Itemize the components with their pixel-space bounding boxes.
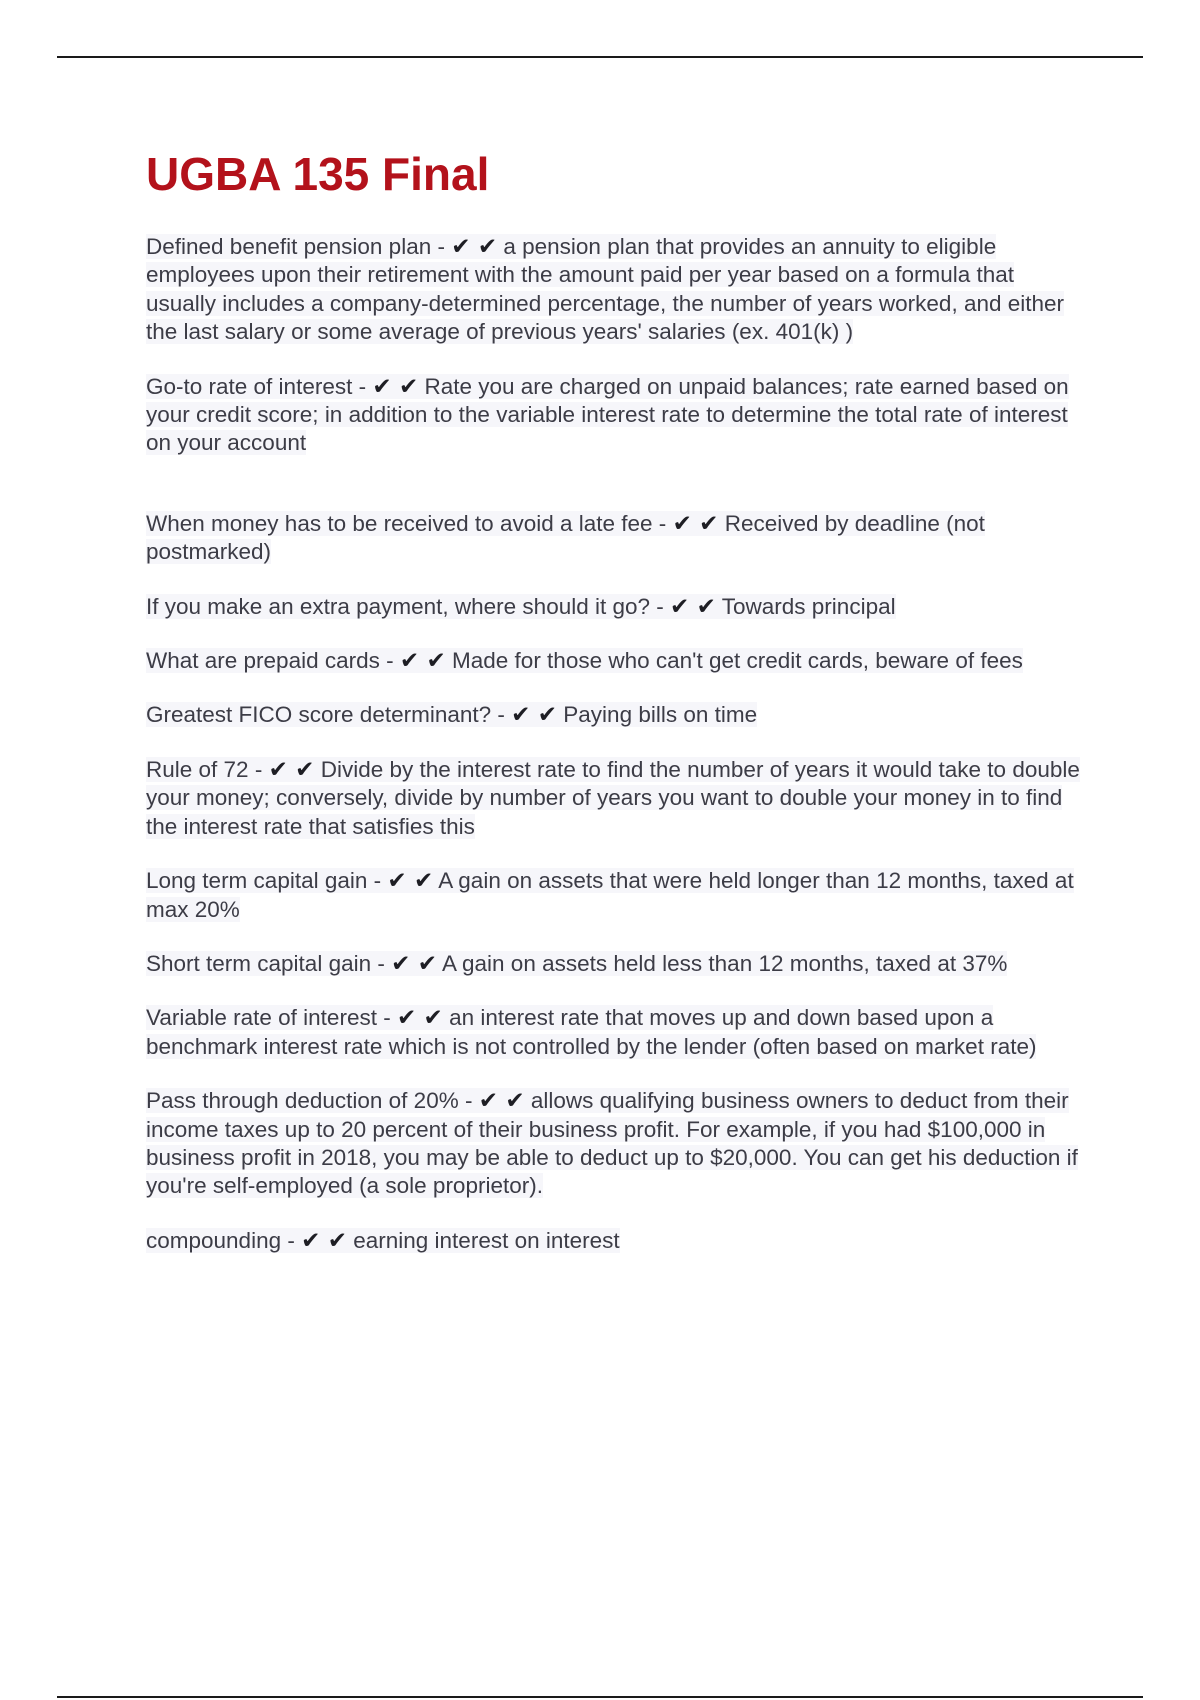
entry-term: Go-to rate of interest - [146,373,367,399]
flashcard-entry [146,756,1086,841]
checkmark-icon: ✔ ✔ [478,1088,525,1115]
checkmark-icon: ✔ ✔ [301,1227,347,1254]
entry-text [146,511,985,564]
entry-text [146,1005,1036,1058]
entry-answer: Received by deadline (not postmarked) [146,510,985,565]
entry-text [146,868,1074,921]
entry-answer: Paying bills on time [563,702,758,728]
entry-answer: Divide by the interest rate to find the number of years it would take to double your money; conversely, divide by number of years you want to double your money in to find the interest rate that satisfies this [146,756,1080,839]
flashcard-entry [146,233,1086,347]
flashcard-list [146,233,1086,1255]
entry-term: Rule of 72 - [146,756,263,782]
entry-answer: allows qualifying business owners to deduct from their income taxes up to 20 percent of their business profit. For example, if you had $100,000 in business profit in 2018, you may be able to deduct up to $20,000. You can get his deduction if you're self-employed (a sole proprietor). [146,1088,1078,1199]
entry-text [146,1088,1078,1198]
entry-answer: Made for those who can't get credit cards, beware of fees [452,648,1023,674]
entry-text [146,757,1080,839]
entry-term: Pass through deduction of 20% - [146,1088,473,1114]
flashcard-entry [146,510,1086,567]
entry-term: compounding - [146,1227,295,1253]
entry-answer: Rate you are charged on unpaid balances; rate earned based on your credit score; in addition to the variable interest rate to determine the total rate of interest on your account [146,373,1069,456]
entry-term: If you make an extra payment, where should it go? - [146,593,664,619]
entry-text [146,1228,620,1253]
entry-answer: an interest rate that moves up and down based upon a benchmark interest rate which is not controlled by the lender (often based on market rate) [146,1005,1037,1059]
entry-text [146,234,1064,344]
checkmark-icon: ✔ ✔ [387,868,434,895]
checkmark-icon: ✔ ✔ [391,950,437,977]
flashcard-entry [146,1087,1086,1201]
entry-text [146,374,1069,456]
checkmark-icon: ✔ ✔ [268,756,315,783]
flashcard-entry [146,867,1086,924]
flashcard-entry [146,701,1086,729]
checkmark-icon: ✔ ✔ [372,373,419,400]
flashcard-entry [146,593,1086,621]
entry-text [146,594,896,619]
checkmark-icon: ✔ ✔ [670,593,716,620]
entry-text [146,702,757,727]
checkmark-icon: ✔ ✔ [399,648,446,675]
entry-term: Greatest FICO score determinant? - [146,702,505,728]
entry-term: Short term capital gain - [146,950,385,976]
entry-term: When money has to be received to avoid a late fee - [146,510,667,536]
document-body [146,145,1086,1255]
entry-term: Defined benefit pension plan - [146,234,445,259]
document-title: UGBA 135 Final [146,148,490,200]
checkmark-icon: ✔ ✔ [451,234,498,260]
entry-term: Variable rate of interest - [146,1005,391,1031]
entry-answer: a pension plan that provides an annuity to eligible employees upon their retirement with the amount paid per year based on a formula that usually includes a company-determined percentage, the number of years worked, and either the last salary or some average of previous years' salaries (ex. 401(k) ) [146,234,1065,345]
entry-answer: earning interest on interest [353,1227,620,1253]
flashcard-entry [146,1227,1086,1255]
flashcard-entry [146,950,1086,978]
entry-answer: Towards principal [721,593,896,619]
flashcard-entry [146,373,1086,458]
entry-text [146,951,1007,976]
checkmark-icon: ✔ ✔ [511,702,558,729]
flashcard-entry [146,1004,1086,1061]
flashcard-entry [146,647,1086,675]
checkmark-icon: ✔ ✔ [672,510,719,537]
entry-term: What are prepaid cards - [146,648,394,674]
entry-text [146,648,1023,673]
checkmark-icon: ✔ ✔ [396,1005,443,1032]
entry-answer: A gain on assets that were held longer than 12 months, taxed at max 20% [146,868,1074,922]
entry-answer: A gain on assets held less than 12 months, taxed at 37% [442,950,1008,976]
header-rule [57,56,1143,58]
footer-rule [57,1696,1143,1698]
entry-term: Long term capital gain - [146,868,382,894]
